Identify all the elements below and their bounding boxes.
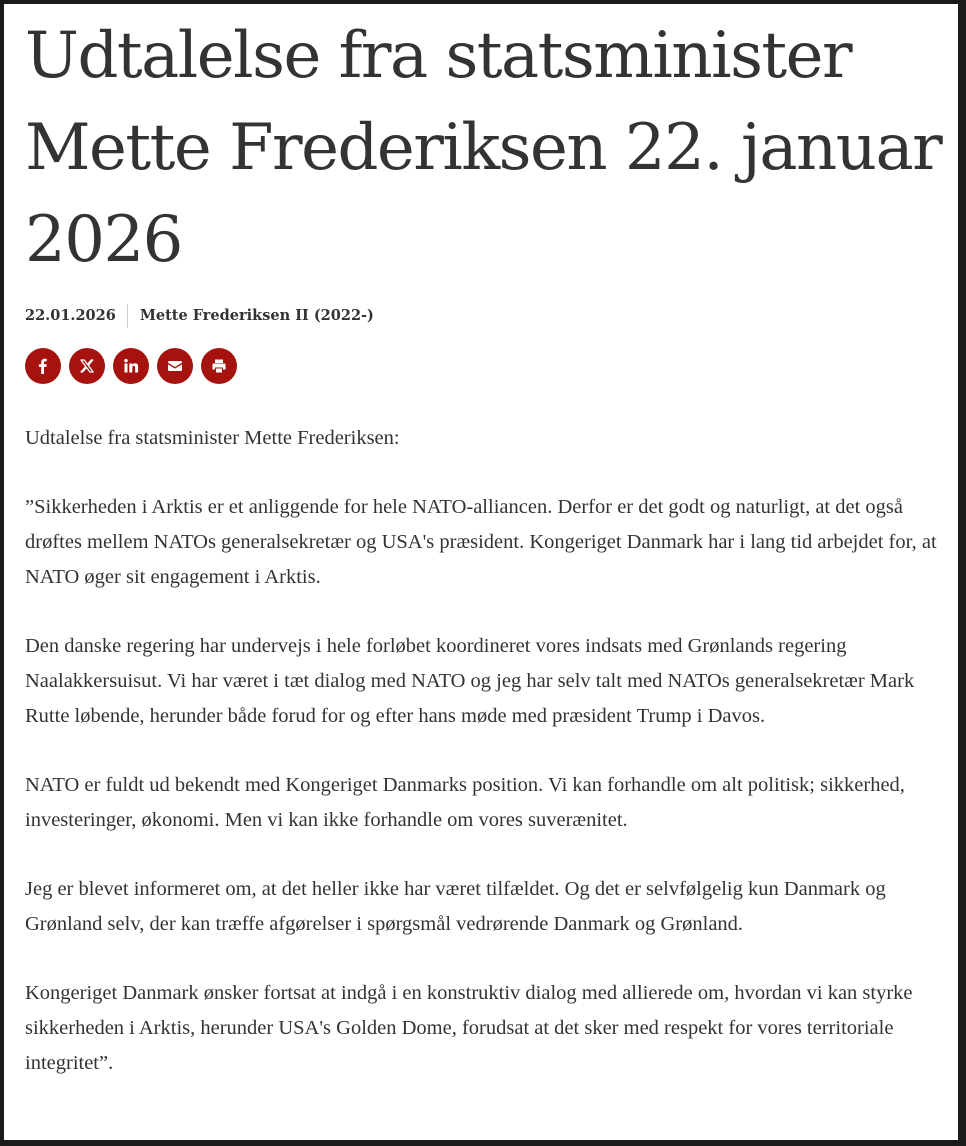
paragraph: Den danske regering har undervejs i hele forløbet koordineret vores indsats med Grønlands regering Naalakkersuisut. Vi har været i tæt dialog med NATO og jeg har selv talt med NATOs generalsekretær Mark Rutte løbende, herunder både forud for og efter hans møde med præsident Trump i Davos. [25, 635, 915, 727]
publish-date: 22.01.2026 [25, 304, 128, 328]
author-label: Mette Frederiksen II (2022-) [139, 307, 374, 324]
paragraph: Udtalelse fra statsminister Mette Frederiksen: [25, 427, 400, 449]
page-frame [4, 4, 958, 1140]
paragraph: Kongeriget Danmark ønsker fortsat at indgå i en konstruktiv dialog med allierede om, hvordan vi kan styrke sikkerheden i Arktis, herunder USA's Golden Dome, forudsat at det sker med respekt for vores territoriale integritet”. [25, 982, 913, 1074]
article-body [25, 421, 945, 1081]
share-linkedin-button[interactable] [113, 348, 149, 384]
article-meta [25, 304, 955, 328]
paragraph: NATO er fuldt ud bekendt med Kongeriget Danmarks position. Vi kan forhandle om alt politisk; sikkerhed, investeringer, økonomi. Men vi kan ikke forhandle om vores suverænitet. [25, 774, 905, 831]
print-icon [211, 358, 227, 374]
x-icon [79, 358, 95, 374]
print-button[interactable] [201, 348, 237, 384]
article [25, 4, 955, 1115]
share-bar [25, 348, 955, 384]
share-facebook-button[interactable] [25, 348, 61, 384]
share-email-button[interactable] [157, 348, 193, 384]
email-icon [167, 358, 183, 374]
facebook-icon [35, 358, 51, 374]
page-title: Udtalelse fra statsminister Mette Frederiksen 22. januar 2026 [25, 19, 942, 277]
share-x-button[interactable] [69, 348, 105, 384]
linkedin-icon [123, 358, 139, 374]
paragraph: ”Sikkerheden i Arktis er et anliggende for hele NATO-alliancen. Derfor er det godt og naturligt, at det også drøftes mellem NATOs generalsekretær og USA's præsident. Kongeriget Danmark har i lang tid arbejdet for, at NATO øger sit engagement i Arktis. [25, 496, 937, 588]
paragraph: Jeg er blevet informeret om, at det heller ikke har været tilfældet. Og det er selvfølgelig kun Danmark og Grønland selv, der kan træffe afgørelser i spørgsmål vedrørende Danmark og Grønland. [25, 878, 886, 935]
